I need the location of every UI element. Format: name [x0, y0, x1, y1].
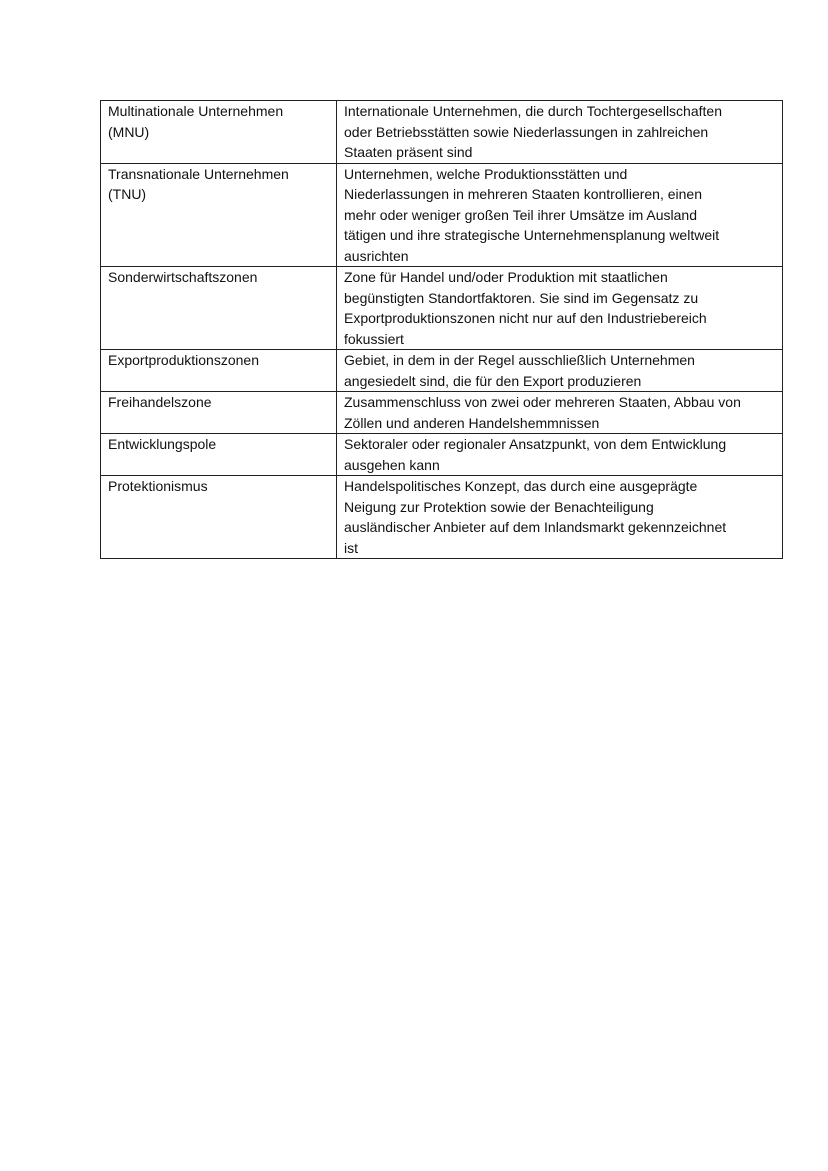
definition-text: Gebiet, in dem in der Regel ausschließlich Unternehmen [344, 352, 695, 368]
definition-text: Zusammenschluss von zwei oder mehreren Staaten, Abbau von [344, 394, 741, 410]
definition-text: Internationale Unternehmen, die durch Tochtergesellschaften [344, 103, 722, 119]
definition-cell [337, 434, 783, 476]
definition-cell [337, 101, 783, 164]
term-text: Sonderwirtschaftszonen [108, 269, 258, 285]
definition-text: Unternehmen, welche Produktionsstätten und [344, 165, 628, 182]
definition-text: Sektoraler oder regionaler Ansatzpunkt, von dem Entwicklung [344, 436, 727, 452]
definition-cell [337, 163, 783, 267]
definition-text: ausländischer Anbieter auf dem Inlandsmarkt gekennzeichnet [344, 519, 727, 535]
term-text: (MNU) [108, 123, 150, 140]
table-row [101, 476, 783, 559]
definition-text: Staaten präsent sind [344, 144, 473, 160]
definition-text: mehr oder weniger großen Teil ihrer Umsätze im Ausland [344, 206, 698, 223]
glossary-table [100, 100, 783, 559]
term-text: Entwicklungspole [108, 436, 217, 452]
term-text: Protektionismus [108, 478, 208, 494]
term-cell [101, 392, 337, 434]
term-cell [101, 476, 337, 559]
definition-cell [337, 476, 783, 559]
definition-text: Niederlassungen in mehreren Staaten kontrollieren, einen [344, 186, 702, 202]
definition-text: Neigung zur Protektion sowie der Benachteiligung [344, 498, 654, 515]
definition-text: Zone für Handel und/oder Produktion mit staatlichen [344, 269, 668, 285]
definition-cell [337, 392, 783, 434]
term-text: (TNU) [108, 186, 147, 202]
definition-cell [337, 350, 783, 392]
definition-text: ausgehen kann [344, 456, 440, 473]
table-row [101, 163, 783, 267]
term-text: Multinationale Unternehmen [108, 103, 284, 119]
term-text: Exportproduktionszonen [108, 352, 259, 368]
term-cell [101, 101, 337, 164]
table-row [101, 101, 783, 164]
definition-text: Zöllen und anderen Handelshemmnissen [344, 414, 600, 431]
definition-text: Exportproduktionszonen nicht nur auf den Industriebereich [344, 310, 707, 326]
definition-text: Handelspolitisches Konzept, das durch eine ausgeprägte [344, 478, 698, 494]
term-cell [101, 434, 337, 476]
definition-cell [337, 267, 783, 350]
term-cell [101, 267, 337, 350]
definition-text: ist [344, 539, 358, 556]
definition-text: begünstigten Standortfaktoren. Sie sind im Gegensatz zu [344, 289, 699, 306]
term-text: Transnationale Unternehmen [108, 165, 289, 182]
term-text: Freihandelszone [108, 394, 212, 410]
table-row [101, 434, 783, 476]
table-row [101, 267, 783, 350]
term-cell [101, 163, 337, 267]
definition-text: oder Betriebsstätten sowie Niederlassungen in zahlreichen [344, 123, 709, 140]
term-cell [101, 350, 337, 392]
table-row [101, 392, 783, 434]
table-row [101, 350, 783, 392]
definition-text: ausrichten [344, 247, 409, 264]
definition-text: angesiedelt sind, die für den Export produzieren [344, 372, 642, 389]
definition-text: tätigen und ihre strategische Unternehmensplanung weltweit [344, 227, 720, 243]
definition-text: fokussiert [344, 330, 404, 347]
